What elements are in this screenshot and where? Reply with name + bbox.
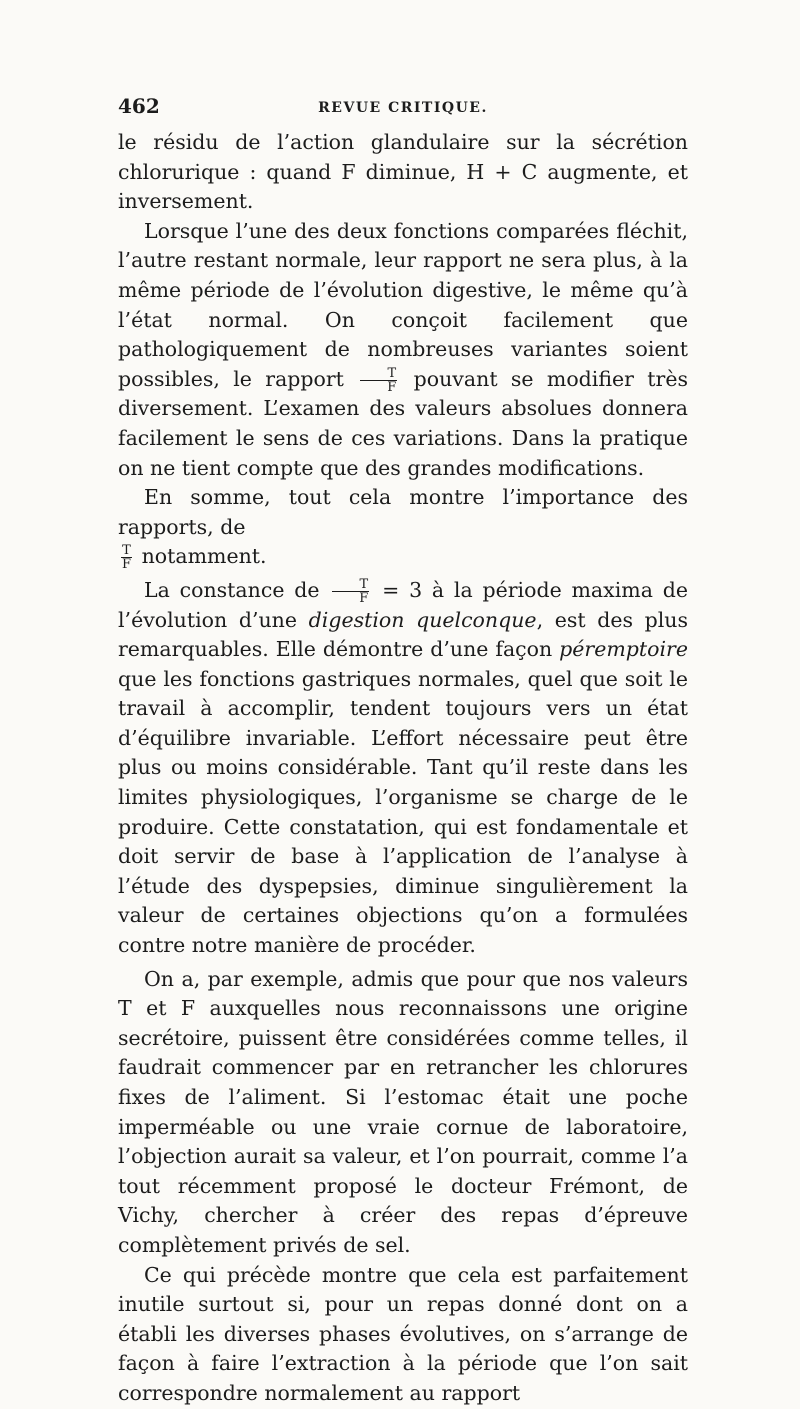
paragraph-4-text-c: , est des plus remarquables. Elle démontre d’une façon xyxy=(118,607,689,662)
running-title: REVUE CRITIQUE. xyxy=(318,100,488,116)
page-header xyxy=(118,92,688,122)
fraction-t-over-f xyxy=(121,544,132,571)
italic-digestion-quelconque: digestion quelconque xyxy=(308,607,537,632)
fraction-numerator: T xyxy=(360,367,397,381)
paragraph-2-text-b: pouvant se modifier très diversement. L’examen des valeurs absolues donnera facilement le sens de ces variations. Dans la pratique on ne tient compte que des grandes modifications. xyxy=(118,366,688,480)
paragraph-2 xyxy=(118,217,688,483)
paragraph-3-continued xyxy=(118,542,688,572)
fraction-numerator: T xyxy=(122,543,131,559)
fraction-t-over-f xyxy=(332,578,369,605)
paragraph-4-text-b: = 3 à la période maxima de l’évolution d’une xyxy=(118,577,688,632)
fraction-t-over-f xyxy=(360,367,397,394)
paragraph-3-text-b: notamment. xyxy=(141,544,267,569)
paragraph-3-text-a: En somme, tout cela montre l’importance des rapports, de xyxy=(118,485,688,539)
paragraph-1: le résidu de l’action glandulaire sur la sécrétion chlorurique : quand F diminue, H + C augmente, et inversement. xyxy=(118,130,688,214)
italic-peremptoire: péremptoire xyxy=(559,637,688,662)
paragraph-4-text-d: que les fonctions gastriques normales, quel que soit le travail à accomplir, tendent toujours vers un état d’équilibre invariable. L’effort nécessaire peut être plus ou moins considérable. Tant qu’il reste dans les limites physiologiques, l’organisme se charge de le produire. Cette constatation, qui est fondamentale et doit servir de base à l’application de l’analyse à l’étude des dyspepsies, diminue singulièrement la valeur de certaines objections qu’on a formulées contre notre manière de procéder. xyxy=(118,666,688,958)
paragraph-6: Ce qui précède montre que cela est parfaitement inutile surtout si, pour un repas donné dont on a établi les diverses phases évolutives, on s’arrange de façon à faire l’extraction à la période que l’on sait correspondre normalement au rapport xyxy=(118,1262,688,1405)
paragraph-4 xyxy=(118,576,688,961)
document-page xyxy=(118,92,688,1409)
fraction-denominator: F xyxy=(387,379,397,395)
fraction-denominator: F xyxy=(359,590,369,606)
paragraph-4-text-a: La constance de xyxy=(144,577,320,602)
fraction-numerator: T xyxy=(332,578,369,592)
fraction-denominator: F xyxy=(122,557,132,573)
paragraph-3 xyxy=(118,483,688,542)
paragraph-5: On a, par exemple, admis que pour que nos valeurs T et F auxquelles nous reconnaissons une origine secrétoire, puissent être considérées comme telles, il faudrait commencer par en retrancher les chlorures fixes de l’aliment. Si l’estomac était une poche imperméable ou une vraie cornue de laboratoire, l’objection aurait sa valeur, et l’on pourrait, comme l’a tout récemment proposé le docteur Frémont, de Vichy, chercher à créer des repas d’épreuve complètement privés de sel. xyxy=(118,966,688,1257)
paragraph-2-text-a: Lorsque l’une des deux fonctions comparées fléchit, l’autre restant normale, leur rapport ne sera plus, à la même période de l’évolution digestive, le même qu’à l’état normal. On conçoit facilement que pathologiquement de nombreuses variantes soient possibles, le rapport xyxy=(118,218,688,391)
page-number: 462 xyxy=(118,94,160,118)
